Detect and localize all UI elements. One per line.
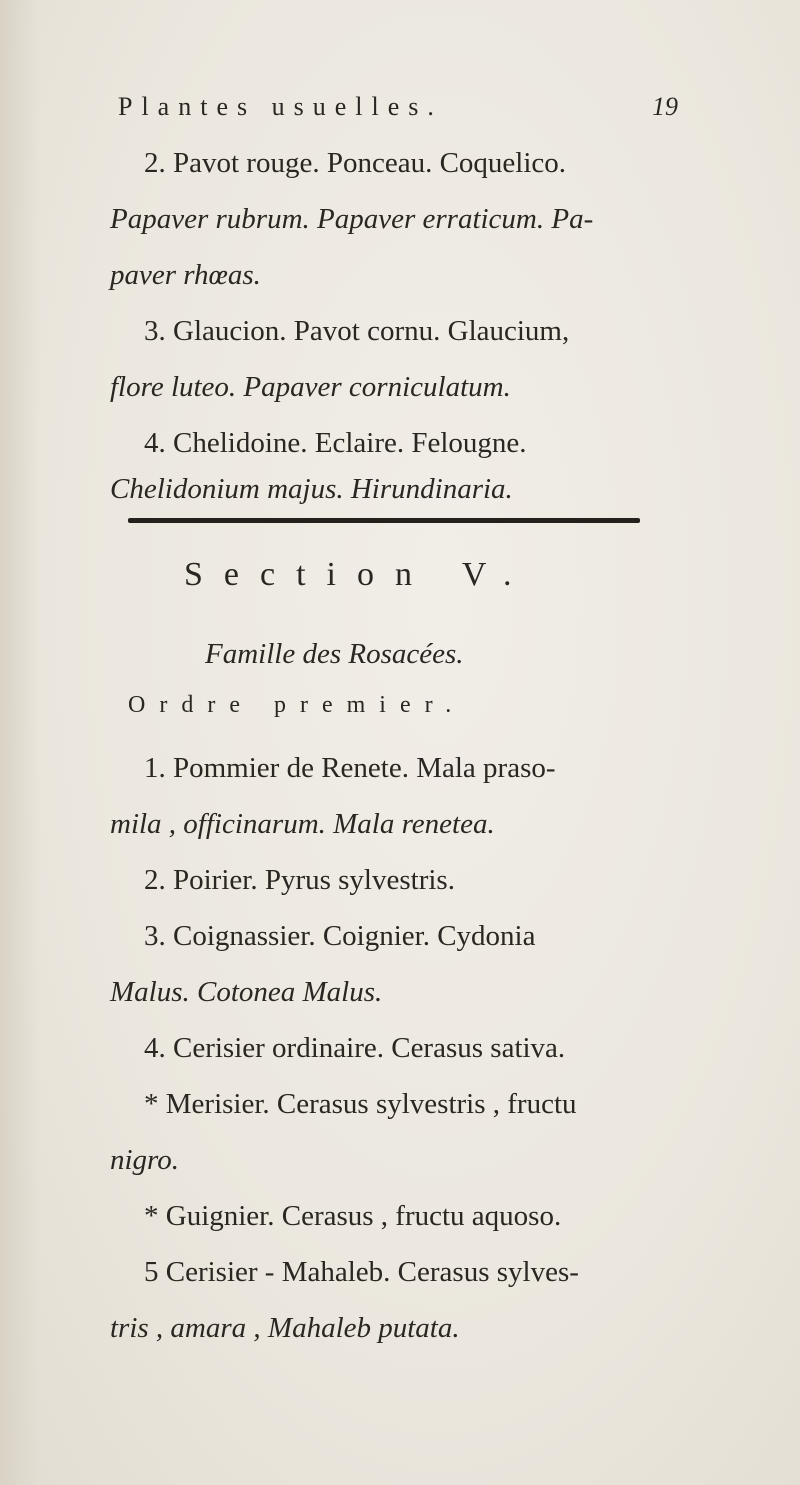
entry-line: 2. Pavot rouge. Ponceau. Coquelico. — [144, 147, 567, 179]
entry-line: mila , officinarum. Mala renetea. — [110, 808, 495, 840]
entry-line: nigro. — [110, 1144, 180, 1176]
entry-line: 1. Pommier de Renete. Mala praso- — [144, 752, 556, 784]
entry-line: * Guignier. Cerasus , fructu aquoso. — [144, 1200, 562, 1232]
page-gutter-shadow — [0, 0, 40, 1485]
entry-line: 4. Cerisier ordinaire. Cerasus sativa. — [144, 1032, 566, 1064]
section-heading: Section V. — [184, 556, 533, 593]
entry-line: Papaver rubrum. Papaver erraticum. Pa- — [110, 203, 594, 235]
entry-line: tris , amara , Mahaleb putata. — [110, 1312, 460, 1344]
order-heading: Ordre premier. — [128, 692, 466, 718]
running-head — [118, 92, 678, 122]
family-heading: Famille des Rosacées. — [205, 638, 464, 670]
entry-line: 4. Chelidoine. Eclaire. Felougne. — [144, 427, 527, 459]
entry-line: Chelidonium majus. Hirundinaria. — [110, 473, 513, 505]
entry-line: paver rhœas. — [110, 259, 261, 291]
entry-line: * Merisier. Cerasus sylvestris , fructu — [144, 1088, 577, 1120]
running-head-title: Plantes usuelles. — [118, 92, 443, 121]
entry-line: Malus. Cotonea Malus. — [110, 976, 383, 1008]
entry-line: 3. Coignassier. Coignier. Cydonia — [144, 920, 536, 952]
section-divider — [128, 518, 640, 523]
entry-line: 3. Glaucion. Pavot cornu. Glaucium, — [144, 315, 570, 347]
entry-line: flore luteo. Papaver corniculatum. — [110, 371, 511, 403]
entry-line: 2. Poirier. Pyrus sylvestris. — [144, 864, 455, 896]
page-number: 19 — [652, 92, 678, 121]
entry-line: 5 Cerisier - Mahaleb. Cerasus sylves- — [144, 1256, 579, 1288]
